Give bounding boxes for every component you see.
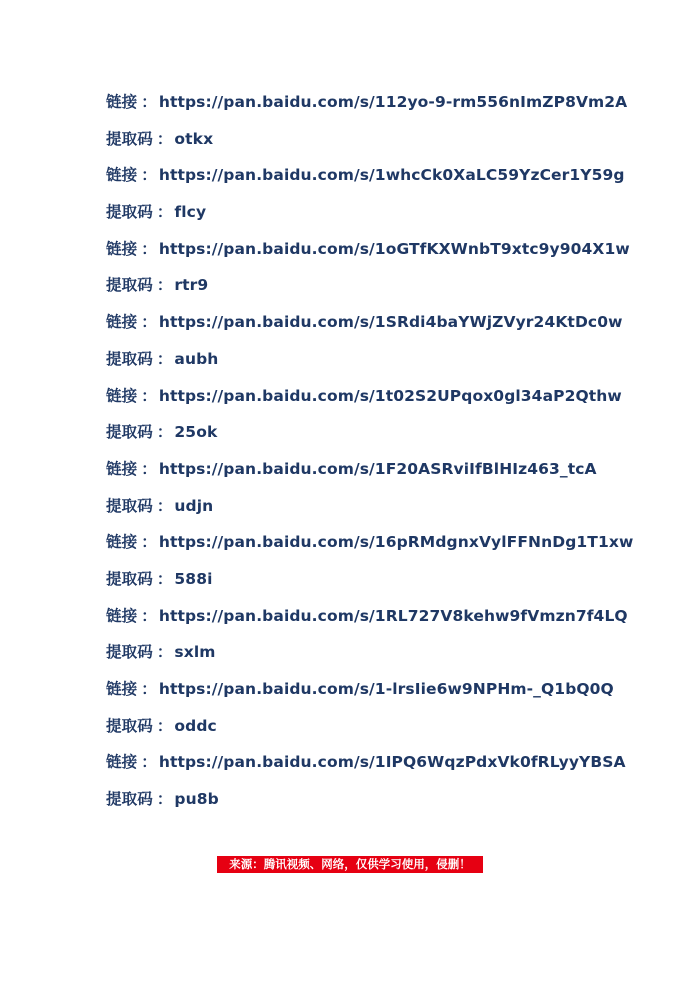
- source-notice-banner: 来源：腾讯视频、网络，仅供学习使用，侵删！: [217, 856, 483, 873]
- extraction-code-label: 提取码: [106, 790, 153, 809]
- label-separator: ：: [141, 239, 157, 258]
- link-row: [106, 455, 686, 492]
- label-separator: ：: [156, 423, 173, 442]
- extraction-code-value: rtr9: [174, 276, 209, 295]
- link-label: 链接: [106, 533, 138, 552]
- link-label: 链接: [106, 93, 138, 111]
- link-row: [106, 748, 686, 785]
- extraction-code-value: aubh: [174, 349, 219, 368]
- extraction-code-row: [106, 492, 686, 529]
- link-url[interactable]: https://pan.baidu.com/s/1IPQ6WqzPdxVk0fRLyyYBSA: [158, 753, 626, 772]
- link-list: [106, 88, 686, 822]
- extraction-code-row: [106, 712, 686, 749]
- extraction-code-label: 提取码: [106, 129, 153, 148]
- link-label: 链接: [106, 753, 138, 772]
- link-row: [106, 235, 686, 272]
- label-separator: ：: [141, 606, 157, 625]
- link-url[interactable]: https://pan.baidu.com/s/1whcCk0XaLC59YzCer1Y59g: [158, 166, 625, 185]
- extraction-code-row: [106, 565, 686, 602]
- label-separator: ：: [156, 276, 173, 295]
- label-separator: ：: [156, 716, 173, 735]
- label-separator: ：: [141, 533, 157, 552]
- extraction-code-label: 提取码: [106, 276, 153, 295]
- label-separator: ：: [156, 496, 173, 515]
- label-separator: ：: [141, 93, 157, 111]
- label-separator: ：: [141, 386, 157, 405]
- link-url[interactable]: https://pan.baidu.com/s/1SRdi4baYWjZVyr24KtDc0w: [158, 313, 623, 332]
- extraction-code-label: 提取码: [106, 349, 153, 368]
- extraction-code-value: 25ok: [174, 423, 218, 442]
- link-label: 链接: [106, 386, 138, 405]
- extraction-code-row: [106, 271, 686, 308]
- link-row: [106, 382, 686, 419]
- extraction-code-value: sxlm: [174, 643, 216, 662]
- extraction-code-label: 提取码: [106, 716, 153, 735]
- label-separator: ：: [141, 680, 157, 698]
- extraction-code-row: [106, 345, 686, 382]
- link-label: 链接: [106, 680, 138, 698]
- link-url[interactable]: https://pan.baidu.com/s/1RL727V8kehw9fVmzn7f4LQ: [158, 606, 628, 625]
- link-url[interactable]: https://pan.baidu.com/s/1F20ASRviIfBlHIz463_tcA: [158, 459, 597, 478]
- link-label: 链接: [106, 313, 138, 332]
- link-row: [106, 675, 686, 712]
- link-row: [106, 88, 686, 125]
- link-row: [106, 528, 686, 565]
- link-label: 链接: [106, 239, 138, 258]
- label-separator: ：: [156, 569, 173, 588]
- label-separator: ：: [156, 203, 173, 222]
- label-separator: ：: [141, 166, 157, 185]
- label-separator: ：: [141, 459, 157, 478]
- extraction-code-value: pu8b: [174, 790, 219, 809]
- link-url[interactable]: https://pan.baidu.com/s/112yo-9-rm556nImZP8Vm2A: [158, 93, 628, 111]
- extraction-code-label: 提取码: [106, 423, 153, 442]
- extraction-code-label: 提取码: [106, 569, 153, 588]
- link-url[interactable]: https://pan.baidu.com/s/1-lrsIie6w9NPHm-_Q1bQ0Q: [158, 680, 614, 698]
- extraction-code-label: 提取码: [106, 496, 153, 515]
- extraction-code-row: [106, 785, 686, 822]
- label-separator: ：: [156, 129, 173, 148]
- extraction-code-row: [106, 125, 686, 162]
- label-separator: ：: [141, 313, 157, 332]
- link-row: [106, 161, 686, 198]
- link-url[interactable]: https://pan.baidu.com/s/1t02S2UPqox0gl34aP2Qthw: [158, 386, 622, 405]
- link-url[interactable]: https://pan.baidu.com/s/16pRMdgnxVylFFNnDg1T1xw: [158, 533, 634, 552]
- extraction-code-value: udjn: [174, 496, 214, 515]
- extraction-code-row: [106, 418, 686, 455]
- extraction-code-value: 588i: [174, 569, 213, 588]
- extraction-code-row: [106, 638, 686, 675]
- extraction-code-value: flcy: [174, 203, 207, 222]
- link-url[interactable]: https://pan.baidu.com/s/1oGTfKXWnbT9xtc9y904X1w: [158, 239, 630, 258]
- extraction-code-label: 提取码: [106, 203, 153, 222]
- extraction-code-value: otkx: [174, 129, 214, 148]
- link-label: 链接: [106, 606, 138, 625]
- extraction-code-row: [106, 198, 686, 235]
- link-row: [106, 308, 686, 345]
- extraction-code-value: oddc: [174, 716, 217, 735]
- extraction-code-label: 提取码: [106, 643, 153, 662]
- link-label: 链接: [106, 459, 138, 478]
- label-separator: ：: [156, 643, 173, 662]
- label-separator: ：: [141, 753, 157, 772]
- link-row: [106, 602, 686, 639]
- label-separator: ：: [156, 349, 173, 368]
- label-separator: ：: [156, 790, 173, 809]
- link-label: 链接: [106, 166, 138, 185]
